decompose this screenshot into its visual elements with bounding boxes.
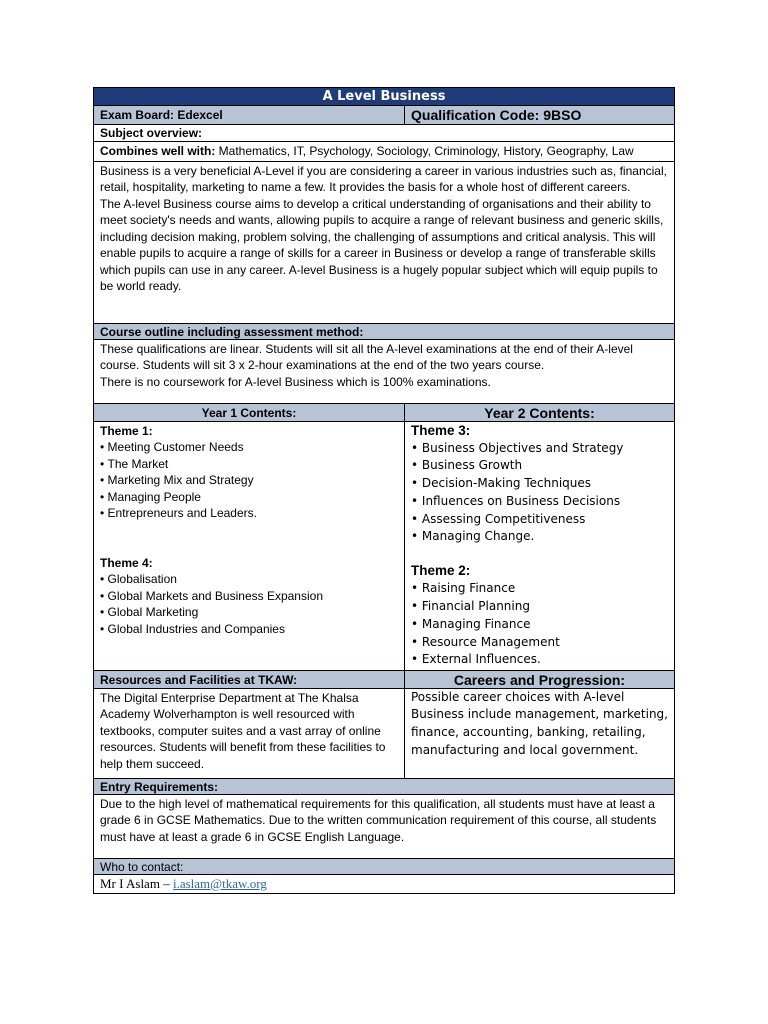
combines-label: Combines well with:	[100, 144, 216, 158]
year2-label: Year 2 Contents:	[484, 404, 595, 421]
resources-text: The Digital Enterprise Department at The Khalsa Academy Wolverhampton is well resourced with textbooks, computer suites and a vast array of online resources. Students will benefit from these facilities to help them succeed.	[94, 689, 405, 778]
theme1-title: Theme 1:	[100, 423, 153, 438]
combines-well-with	[94, 142, 674, 162]
course-outline	[94, 340, 674, 404]
overview-paragraph: Business is a very beneficial A-Level if you are considering a career in various industries such as, financial, retail, hospitality, marketing to name a few. It provides the basis for a whole host of different careers.	[100, 163, 667, 194]
subject-overview-label: Subject overview:	[94, 125, 674, 142]
resources-row	[94, 689, 674, 779]
qualification-code: Qualification Code: 9BSO	[411, 107, 582, 123]
who-to-contact-label: Who to contact:	[94, 859, 674, 875]
careers-label: Careers and Progression:	[453, 671, 626, 688]
theme2-list	[411, 580, 668, 669]
entry-requirements-text: Due to the high level of mathematical requirements for this qualification, all students must have at least a grade 6 in GCSE Mathematics. Due to the written communication requirement of this course, all students must have at least a grade 6 in GCSE English Language.	[94, 795, 674, 859]
list-item: • Managing Finance	[411, 616, 668, 634]
course-outline-paragraph: These qualifications are linear. Students will sit all the A-level examinations at the end of their A-level course. Students will sit 3 x 2-hour examinations at the end of the two years course.	[100, 341, 633, 372]
contents-header-row	[94, 404, 674, 422]
year2-contents	[405, 422, 674, 670]
list-item: • Assessing Competitiveness	[411, 511, 668, 529]
theme1-list	[100, 439, 398, 522]
resources-header-row	[94, 671, 674, 689]
course-outline-paragraph: There is no coursework for A-level Business which is 100% examinations.	[100, 374, 491, 389]
course-outline-label: Course outline including assessment method:	[94, 324, 674, 340]
overview-paragraph: The A-level Business course aims to develop a critical understanding of organisations and their ability to meet society's needs and wants, allowing pupils to acquire a range of relevant business and generic skills, including decision making, problem solving, the challenging of assumptions and critical analysis. This will enable pupils to acquire a range of skills for a career in Business or develop a range of transferable skills which pupils can use in any career. A-level Business is a hugely popular subject which will equip pupils to be world ready.	[100, 196, 664, 293]
list-item: • Marketing Mix and Strategy	[100, 472, 398, 489]
contact-name: Mr I Aslam –	[100, 875, 173, 891]
entry-requirements-label: Entry Requirements:	[94, 779, 674, 795]
combines-text: Mathematics, IT, Psychology, Sociology, Criminology, History, Geography, Law	[215, 144, 634, 158]
theme4-title: Theme 4:	[100, 555, 153, 570]
subject-overview	[94, 162, 674, 324]
exam-board: Exam Board: Edexcel	[94, 106, 405, 124]
list-item: • Decision-Making Techniques	[411, 475, 668, 493]
list-item: • Managing Change.	[411, 528, 668, 546]
list-item: • Global Markets and Business Expansion	[100, 588, 398, 605]
list-item: • Raising Finance	[411, 580, 668, 598]
list-item: • The Market	[100, 456, 398, 473]
list-item: • Business Growth	[411, 457, 668, 475]
contact-row	[94, 875, 674, 893]
contact-email-link[interactable]: i.aslam@tkaw.org	[172, 875, 267, 891]
year1-contents	[94, 422, 405, 670]
list-item: • External Influences.	[411, 651, 668, 669]
contents-row	[94, 422, 674, 671]
theme4-list	[100, 571, 398, 637]
list-item: • Entrepreneurs and Leaders.	[100, 505, 398, 522]
resources-label: Resources and Facilities at TKAW:	[94, 671, 405, 688]
page-title: A Level Business	[94, 88, 674, 106]
exam-info-row	[94, 106, 674, 125]
theme2-title: Theme 2:	[411, 563, 471, 579]
list-item: • Global Industries and Companies	[100, 621, 398, 638]
list-item: • Financial Planning	[411, 598, 668, 616]
list-item: • Global Marketing	[100, 604, 398, 621]
theme3-title: Theme 3:	[411, 422, 471, 438]
careers-text: Possible career choices with A-level Business include management, marketing, finance, accounting, banking, retailing, manufacturing and local government.	[411, 689, 668, 757]
year1-label: Year 1 Contents:	[94, 404, 405, 421]
theme3-list	[411, 440, 668, 547]
course-info-sheet	[93, 87, 675, 894]
list-item: • Managing People	[100, 489, 398, 506]
list-item: • Meeting Customer Needs	[100, 439, 398, 456]
list-item: • Resource Management	[411, 634, 668, 652]
list-item: • Business Objectives and Strategy	[411, 440, 668, 458]
list-item: • Influences on Business Decisions	[411, 493, 668, 511]
list-item: • Globalisation	[100, 571, 398, 588]
